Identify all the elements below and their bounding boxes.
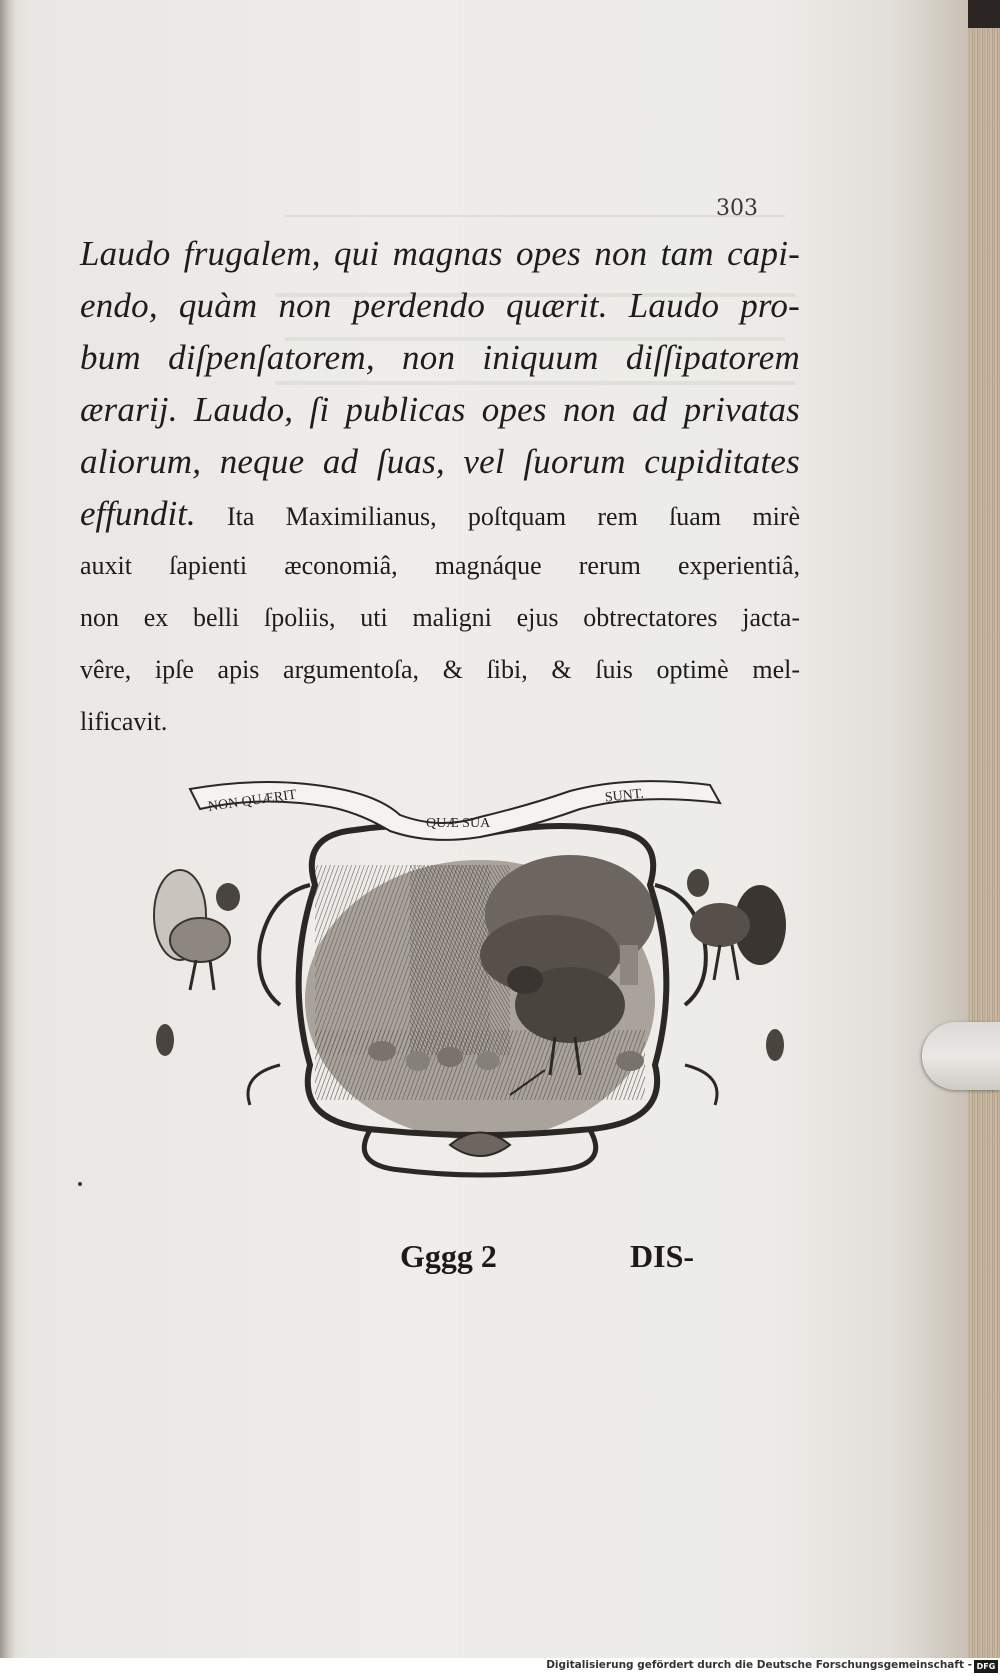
text-line-9: vêre, ipſe apis argumentoſa, & ſibi, & ſuis optimè mel-	[80, 655, 800, 684]
text-line-7: auxit ſapienti æconomiâ, magnáque rerum experientiâ,	[80, 551, 800, 580]
book-edge-top	[968, 0, 1000, 28]
left-rooster	[154, 870, 240, 990]
dfg-logo-icon: DFG	[974, 1660, 998, 1673]
attribution-footer	[0, 1658, 1000, 1676]
text-line-4: ærarij. Laudo, ſi publicas opes non ad privatas	[80, 390, 800, 429]
banner-text-2: QUÆ SUA	[426, 816, 491, 831]
signature-mark: Gggg 2	[400, 1238, 497, 1274]
page-number: 303	[716, 196, 758, 221]
attribution-text: Digitalisierung gefördert durch die Deutsche Forschungsgemeinschaft -	[546, 1659, 972, 1671]
text-line-6	[80, 488, 800, 540]
ink-dot	[78, 1182, 82, 1186]
right-rooster	[687, 869, 786, 980]
banner-text-3: SUNT.	[604, 786, 645, 806]
text-line-6-italic: effundit.	[80, 494, 196, 533]
motto-banner	[190, 781, 720, 840]
text-line-1: Laudo frugalem, qui magnas opes non tam capi-	[80, 234, 800, 273]
text-line-10: lificavit.	[80, 707, 168, 736]
text-line-5: aliorum, neque ad ſuas, vel ſuorum cupiditates	[80, 442, 800, 481]
catchword: DIS-	[630, 1238, 695, 1274]
text-line-2: endo, quàm non perdendo quærit. Laudo pro-	[80, 286, 800, 325]
text-line-8: non ex belli ſpoliis, uti maligni ejus obtrectatores jacta-	[80, 603, 800, 632]
banner-text-1: NON QUÆRIT	[207, 787, 298, 815]
binding-gutter	[0, 0, 14, 1658]
text-line-3: bum diſpenſatorem, non iniquum diſſipatorem	[80, 338, 800, 377]
body-text	[80, 228, 800, 748]
text-line-6-roman: Ita Maximilianus, poſtquam rem ſuam mirè	[226, 502, 800, 531]
scene	[305, 855, 655, 1140]
engraving-vignette	[150, 775, 790, 1185]
page-tab-marker	[922, 1022, 1000, 1090]
book-page-edges	[968, 28, 1000, 1658]
